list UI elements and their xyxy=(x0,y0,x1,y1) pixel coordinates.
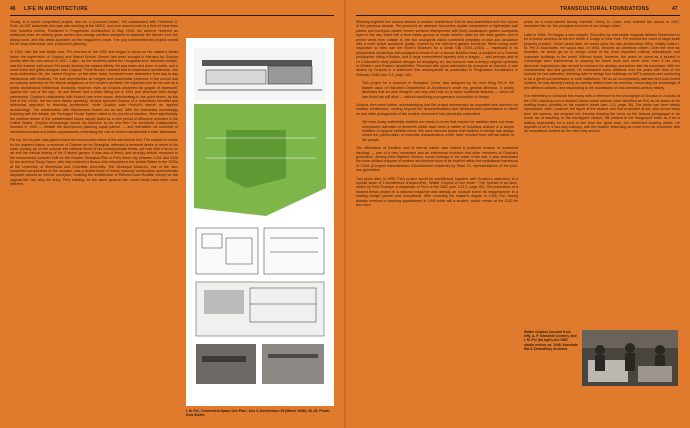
left-page-column xyxy=(10,20,178,420)
photo-caption: Walter Gropius (second from left), A. P. Kanvinde (centre), and I. M. Pei (far right) at a GSD studio review, ca. 1946. Kanvinde Rai & Chowdhury Archives xyxy=(524,330,578,351)
right-running-head: TRANSCULTURAL FOUNDATIONS xyxy=(560,6,650,12)
col4-paragraph-2: Later in 1948, Pei began a new chapter. Recruited by real-estate magnate William Zeckendorf to be in-house architect at his firm Webb & Knapp in New York, Pei entered the world of large-scale property practice. Seven years later, he would open his own architectural office, initially called I. M. Pei & Associates. He would also, in 1954, become an American citizen. Over the next six decades, he would go on to design some of the most important cultural, educational, and corporate buildings in the world. Without doubt, however, the years he spent as a student in Cambridge were instrumental in shaping his future work and world view, even if his early American experiences also served to reinforce his abiding connection with his homeland. With his characteristic tact and goodwill, he maintained warm relations over the years with both of the schools he had attended, returning later to design four buildings on MIT's campus and continuing to be a generous benefactor to both institutions. Yet as an incomparably talented and sure-footed student, he was already honing an identity distinct from his mentors, reconciling the knowledge of two different cultures, and responding to the vicissitudes of mid-twentieth-century history. xyxy=(524,32,680,90)
figure-caption: I. M. Pei, 'Convenient Space Use Plan', Arts & Architecture 63 (March 1946): 38–39. Photo: Ezra Stoller xyxy=(186,409,331,418)
col3-quote-2: We have today sufficiently clarified our minds to know that respect for tradition does not mean complacent toleration of elements which have been a matter of fortuitous chance or a simple imitation of bygone esthetic forms. We have become aware that tradition in design has always meant the preservation of essential characteristics which have resulted from eternal habits of the people. xyxy=(362,120,514,142)
museum-plan-illustration xyxy=(186,38,334,406)
studio-review-photo xyxy=(582,330,678,386)
col1-paragraph-3: Pei too, for his part, was glad to leave the technocratic ethos of the war behind him. The subject he chose for his master's thesis, a museum of Chinese art for Shanghai, reflected a renewed desire to return to his roots, picking up on the cultural and national thrust of his undergraduate thesis, yet now with a focus on art and the natural beauty of the Chinese garden. It was also a direct, and strongly critical, response to the monumental complex built for the Greater Shanghai Plan in Pei's home city between 1931 and 1936 by the architect Dong Dayou, who had received a Beaux-Arts education in the United States in the 1920s at the University of Minnesota and Columbia University. The Municipal Museum, one of the last-completed components of the complex, was a closed block of heavy masonry construction symmetrically disposed around an interior courtyard, recalling the architecture of Étienne-Louis Boullée except for the pagoda-like 'hat' atop the entry. Pei's building, for the same general site, could hardly have been more different. xyxy=(10,138,178,187)
col3-paragraph-3: The affirmation of 'tradition and of eternal habits' was indeed a profound revision of modernist ideology — part of a new humanism and an intellectual evolution that other members of Gropius's generation, among them Sigfried Giedion, would undergo in the wake of the war. It also anticipated the more militant critiques of modern architecture soon to be levelled within the institutional framework of CIAM (Congrès Internationaux d'Architecture moderne) by Team 10, representatives of the post-war generation. xyxy=(356,146,518,173)
col3-paragraph-1: Weaving together the various strands of modern architecture that he had assimilated over the course of the previous decade, Pei produced an abstract, two-storey spatial composition of lightweight wall planes and luminous marble veneer surfaces interspersed with finely landscaped garden courtyards open to the sky. Burst half a level below ground to create exterior walls for the main garden and to permit views from outside in, the two courtyards visibly combined simplicity of plan and circulation with a more lyrical sculptural quality, evoked by the free-form garden elements. While owing some inspiration to Mies van der Rohe's Museum for a Small City (1941–1943) — especially in its perspectival renderings with collaged-in works of art: a bronze Buddha head, a sculpture of a Chinese philosopher riding a buffalo, and a large embroidered tapestry with a dragon — and perhaps also to Le Corbusier's early pavilion designs for displaying art, the museum was a deeply original synthesis of Western and Eastern sensibilities. Received with great admiration by everyone at Harvard, it was lauded by Gropius in a statement that accompanied its publication in Progressive Architecture in February 1948 (see 3.3, page 111): xyxy=(356,20,518,77)
col4-paragraph-1: years as a much-valued faculty member. Henry N. Cobb, who entered the school in 1947, described him as 'the youngest and best of our design critics'. xyxy=(524,20,680,29)
col1-paragraph-1: Finally, in a fourth competition project, also for a 'post-war house', Pei collaborated with Frederick G. Roth, an MIT classmate who was also working at the NDRC, and won second prize in a field of more than nine hundred entries. Published in Progressive Architecture in May 1949, the scheme received an additional prize for utilizing glass screen and storage partition designed to separate the kitchen from the dining room, and this detail appeared on the magazine's cover. The jury commended the project overall for its 'easy directness' and 'purposeful planning'. xyxy=(10,20,178,47)
col1-paragraph-2: In 1945, with the war finally over, Pei returned to the GSD and began to focus on his master's thesis under the supervision of Gropius and Marcel Breuer. Breuer had been brought to Harvard by Gropius shortly after his own arrival in 1937. 'Lajko', as the students called the Hungarian-born Bauhaus émigré, was the teacher with whom Pei would develop the closest affinity. He was warm and down to earth, and a more fluent and gifted designer than Gropius. There Breuer I learned that to understand architecture, one must understand life, the' stated Gropius, on the other hand, remained more abstracted from day-to-day interactions with students. He was nevertheless an elegant and charismatic presence in the school and an oracular authority on the ethical obligations of the modern architect. He expected him for his role as a public architectural intellectual. Ironically, however, even as Gropius preached his gospel of 'teamwork' against the 'cult of the ego', he and Breuer had a bitter falling out in 1941 and dissolved their design partnership. Gropius's relationship with Hudnut was even worse, deteriorating to the point where, by the end of the 1940s, the two were barely speaking. Hudnut accused Gropius of a reductively formalist and ahistorical approach to teaching architecture, while Gropius saw Hudnut's stance as 'applied archaeology'. The collaboration with Wachsmann fizzled out as well. With the Americans increasingly tinkering with the details, the Packaged House System failed to be put into production. More significantly, the wartime dream of the prefabricated house rapidly faded as a new period of affluence unfolded in the United States. Gropius increasingly turned his attention to his new firm The Architects Collaborative, founded in 1945 — himself the anonymous planning equal partner — and intensified his schedule of international travel and public appearances, embracing the role of modern architecture's elder statesman. xyxy=(10,50,178,134)
right-header-rule xyxy=(356,15,680,16)
left-header-rule xyxy=(10,15,334,16)
left-running-head: LIFE IN ARCHITECTURE xyxy=(24,6,88,12)
right-page-number: 47 xyxy=(672,6,678,12)
gutter xyxy=(344,0,346,428)
col3-paragraph-4: Two years later, in 1950, Pei's project would be republished, together with Gropius's statement, in a special issue of L'Architecture d'aujourd'hui, 'Walter Gropius et son école / The Spread of an Idea', edited by Paul Rudolph, a classmate of Pei's at the GSD (see 1.23.3, page 35). The publication of a student thesis project in a national magazine was already an unusual event; its reappearance in a leading foreign journal was exceptional. After receiving his master's degree in 1946, Pei, having already received a teaching appointment in 1945 while still a student, would remain at the GSD for two more xyxy=(356,176,518,208)
left-page-number: 46 xyxy=(10,6,16,12)
right-page-column-1 xyxy=(356,20,518,420)
museum-plan-figure xyxy=(186,38,334,406)
right-page-column-2 xyxy=(524,20,680,324)
studio-photo-illustration xyxy=(582,330,678,386)
col3-quote-1: This project for a museum in Shanghai, China, was designed by Mr. Ieoh Ming Pei in the Master class of Harvard's Department of Architecture under my general direction. It clearly illustrates that an able designer can very well hold on to basic traditional features — which he has found are still alive — without sacrificing a progressive conception of design. xyxy=(362,81,514,99)
col3-paragraph-2: Gropius then went further, acknowledging that the project represented an important new direction for modern architecture, moving beyond the decontextualized and dehistoricized universalism to which he and other protagonists of the modern movement had previously subscribed: xyxy=(356,102,518,116)
col4-paragraph-3: It is interesting to conclude this essay with a reference to the photograph of Gropius in a studio at the GSD standing over a student (whom some authors have identified as Pei) as he works at his drafting board, possibly on his master's thesis (see 1.21, page 36). The photo has been widely reproduced, often, however, the figure of the student and that of another at left, also turned away from the camera, are cropped out, thereby keeping the focus on the famous pedagogue in an iconic act of teaching. In the uncropped version, the student in the foreground looks as if he is waiting expectantly for a word or two from the 'great man', his unfinished drawing visible. He appears to be in a two-way colloquy, with the teacher absorbing as much from his encounter with an exceptional student as the other way around. xyxy=(524,94,680,134)
